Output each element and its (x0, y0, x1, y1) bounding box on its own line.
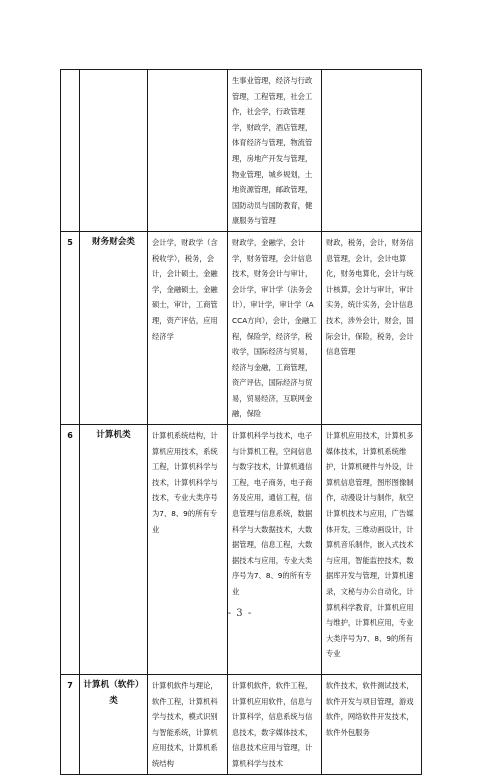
graduate-majors-cell: 会计学，财政学（含税收学），税务，会计，会计硕士，金融学，金融硕士，金融硕士，审计，工商管理，资产评估，应用经济学 (148, 231, 228, 424)
undergraduate-majors-cell: 财政学，金融学，会计学，财务管理，会计信息技术，财务会计与审计，会计学，审计学（法务会计），审计学，审计学（ACCA方向），会计，金融工程，保险学，经济学，税收学，国际经济与贸易，经济与金融，工商管理，资产评估，国际经济与贸易，贸易经济，互联网金融，保险 (228, 231, 322, 424)
category-name: 计算机（软件）类 (80, 675, 148, 775)
undergraduate-majors-cell: 计算机软件，软件工程，计算机应用软件，信息与计算科学，信息系统与信息技术，数字媒体技术，信息技术应用与管理，计算机科学与技术 (228, 675, 322, 775)
category-name: 计算机类 (80, 425, 148, 675)
table-row (61, 425, 422, 675)
table-row (61, 675, 422, 775)
table-row (61, 70, 422, 232)
graduate-majors-cell: 计算机系统结构，计算机应用技术，系统工程，计算机科学与技术，计算机科学与技术，专业大类序号为7、8、9的所有专业 (148, 425, 228, 675)
table-row (61, 231, 422, 424)
undergraduate-majors-cell: 计算机科学与技术，电子与计算机工程，空间信息与数字技术，计算机通信工程，电子商务，电子商务及应用，通信工程，信息管理与信息系统，数据科学与大数据技术，大数据管理，信息工程，大数据技术与应用，专业大类序号为7、8、9的所有专业 (228, 425, 322, 675)
page-number: - 3 - (227, 608, 253, 619)
row-number: 6 (61, 425, 80, 675)
college-majors-cell: 计算机应用技术，计算机多媒体技术，计算机系统维护，计算机硬件与外设，计算机信息管理，图形图像制作，动漫设计与制作，航空计算机技术与应用，广告媒体开发，三维动画设计，计算机音乐制作，嵌入式技术与应用，智能监控技术，数据库开发与管理，计算机速录，文秘与办公自动化，计算机科学教育，计算机应用与维护，计算机应用，专业大类序号为7、8、9的所有专业 (322, 425, 422, 675)
row-number: 7 (61, 675, 80, 775)
major-category-table (60, 69, 422, 775)
category-name: 财务财会类 (80, 231, 148, 424)
college-majors-cell: 软件技术，软件测试技术，软件开发与项目管理，游戏软件，网络软件开发技术，软件外包服务 (322, 675, 422, 775)
row-number (61, 70, 80, 232)
row-number: 5 (61, 231, 80, 424)
category-name (80, 70, 148, 232)
college-majors-cell (322, 70, 422, 232)
undergraduate-majors-cell: 生事业管理，经济与行政管理，工程管理，社会工作，社会学，行政管理学，财政学，酒店管理，体育经济与管理，物流管理，房地产开发与管理，物业管理，城乡规划，土地资源管理，邮政管理，国防动员与国防教育，健康服务与管理 (228, 70, 322, 232)
graduate-majors-cell: 计算机软件与理论，软件工程，计算机科学与技术，模式识别与智能系统，计算机应用技术，计算机系统结构 (148, 675, 228, 775)
graduate-majors-cell (148, 70, 228, 232)
college-majors-cell: 财政，税务，会计，财务信息管理，会计，会计电算化，财务电算化，会计与统计核算，会计与审计，审计实务，统计实务，会计信息技术，涉外会计，财会，国际会计，保险，税务，会计信息管理 (322, 231, 422, 424)
